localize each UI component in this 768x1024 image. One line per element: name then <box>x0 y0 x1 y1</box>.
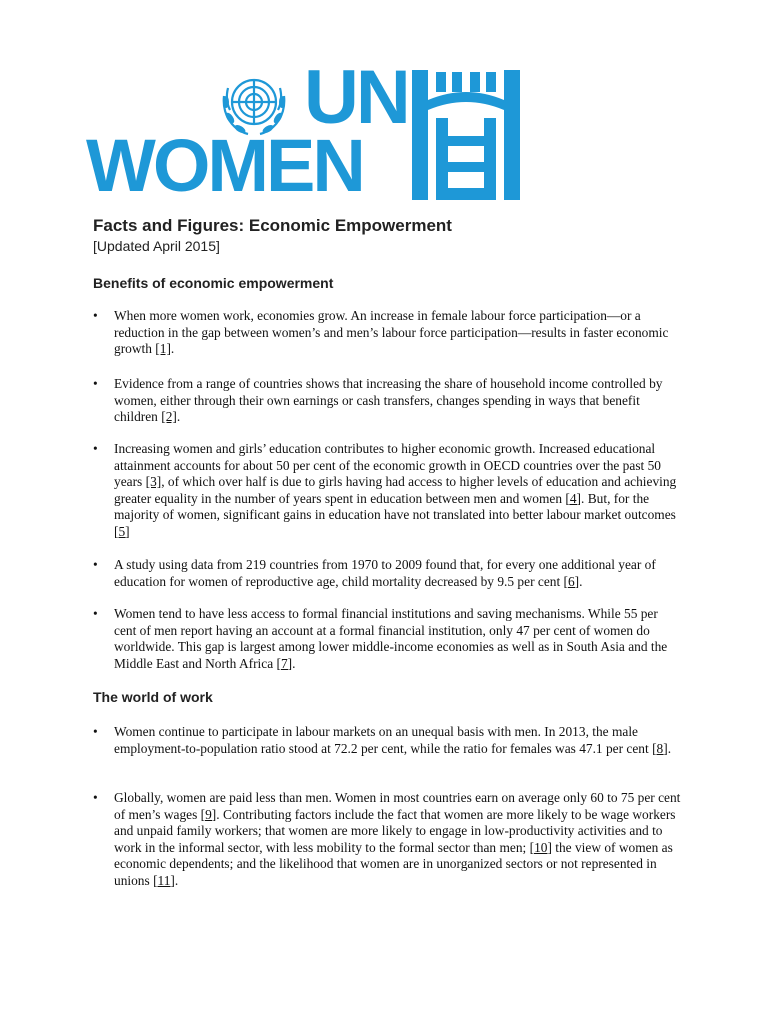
list-item: • Increasing women and girls’ education contributes to higher economic growth. Increased educational attainment accounts for about 50 per cent of the economic growth in OECD countries over the past 50 years [3], of which over half is due to girls having had access to higher levels of education and achieving greater equality in the number of years spent in education between men and women [4]. But, for the majority of women, significant gains in education have not translated into better labour market outcomes [5] <box>93 441 677 539</box>
footnote-link[interactable]: [2] <box>161 409 177 424</box>
bullet-icon: • <box>93 606 98 621</box>
un-women-symbol-icon <box>412 70 520 200</box>
logo-women-text: WOMEN <box>86 124 363 207</box>
updated-date: [Updated April 2015] <box>93 238 220 254</box>
logo-un-text: UN <box>304 55 408 140</box>
un-women-logo <box>86 55 520 207</box>
bullet-icon: • <box>93 724 98 739</box>
footnote-link[interactable]: [11] <box>153 872 175 888</box>
footnote-link[interactable]: [1] <box>155 341 171 356</box>
bullet-icon: • <box>93 441 98 456</box>
list-item: • Women tend to have less access to formal financial institutions and saving mechanisms. While 55 per cent of men report having an account at a formal financial institution, only 47 per cent of women do worldwide. This gap is largest among lower middle-income economies as well as in South Asia and the Middle East and North Africa [7]. <box>93 606 668 671</box>
footnote-link[interactable]: [5] <box>114 523 130 539</box>
footnote-link[interactable]: [4] <box>565 490 582 506</box>
bullet-icon: • <box>93 376 98 391</box>
bullet-icon: • <box>93 557 98 572</box>
list-item: • Globally, women are paid less than men. Women in most countries earn on average only 60 to 75 per cent of men’s wages [9]. Contributing factors include the fact that women are more likely to be wage workers and unpaid family workers; that women are more likely to engage in low-productivity activities and to work in the informal sector, with less mobility to the formal sector than men; [10] the view of women as economic dependents; and the likelihood that women are in unorganized sectors or not represented in unions [11]. <box>93 790 681 888</box>
list-item: • A study using data from 219 countries from 1970 to 2009 found that, for every one additional year of education for women of reproductive age, child mortality decreased by 9.5 per cent [6]. <box>93 557 656 589</box>
list-item: • When more women work, economies grow. An increase in female labour force participation—or a reduction in the gap between women’s and men’s labour force participation—results in faster economic growth [1]. <box>93 308 669 356</box>
footnote-link[interactable]: [10] <box>529 839 552 855</box>
page-title: Facts and Figures: Economic Empowerment <box>93 216 452 235</box>
section-heading-benefits: Benefits of economic empowerment <box>93 275 334 291</box>
footnote-link[interactable]: [9] <box>200 806 217 822</box>
footnote-link[interactable]: [6] <box>563 573 580 589</box>
list-item: • Women continue to participate in labour markets on an unequal basis with men. In 2013, the male employment-to-population ratio stood at 72.2 per cent, while the ratio for females was 47.1 per cent [8]. <box>93 724 672 756</box>
bullet-icon: • <box>93 308 98 323</box>
footnote-link[interactable]: [3] <box>145 474 162 489</box>
footnote-link[interactable]: [8] <box>652 740 668 756</box>
bullet-icon: • <box>93 790 98 805</box>
section-heading-world-of-work: The world of work <box>93 689 213 705</box>
footnote-link[interactable]: [7] <box>276 655 293 671</box>
list-item: • Evidence from a range of countries shows that increasing the share of household income controlled by women, either through their own earnings or cash transfers, changes spending in ways that benefit children [2]. <box>93 376 663 424</box>
